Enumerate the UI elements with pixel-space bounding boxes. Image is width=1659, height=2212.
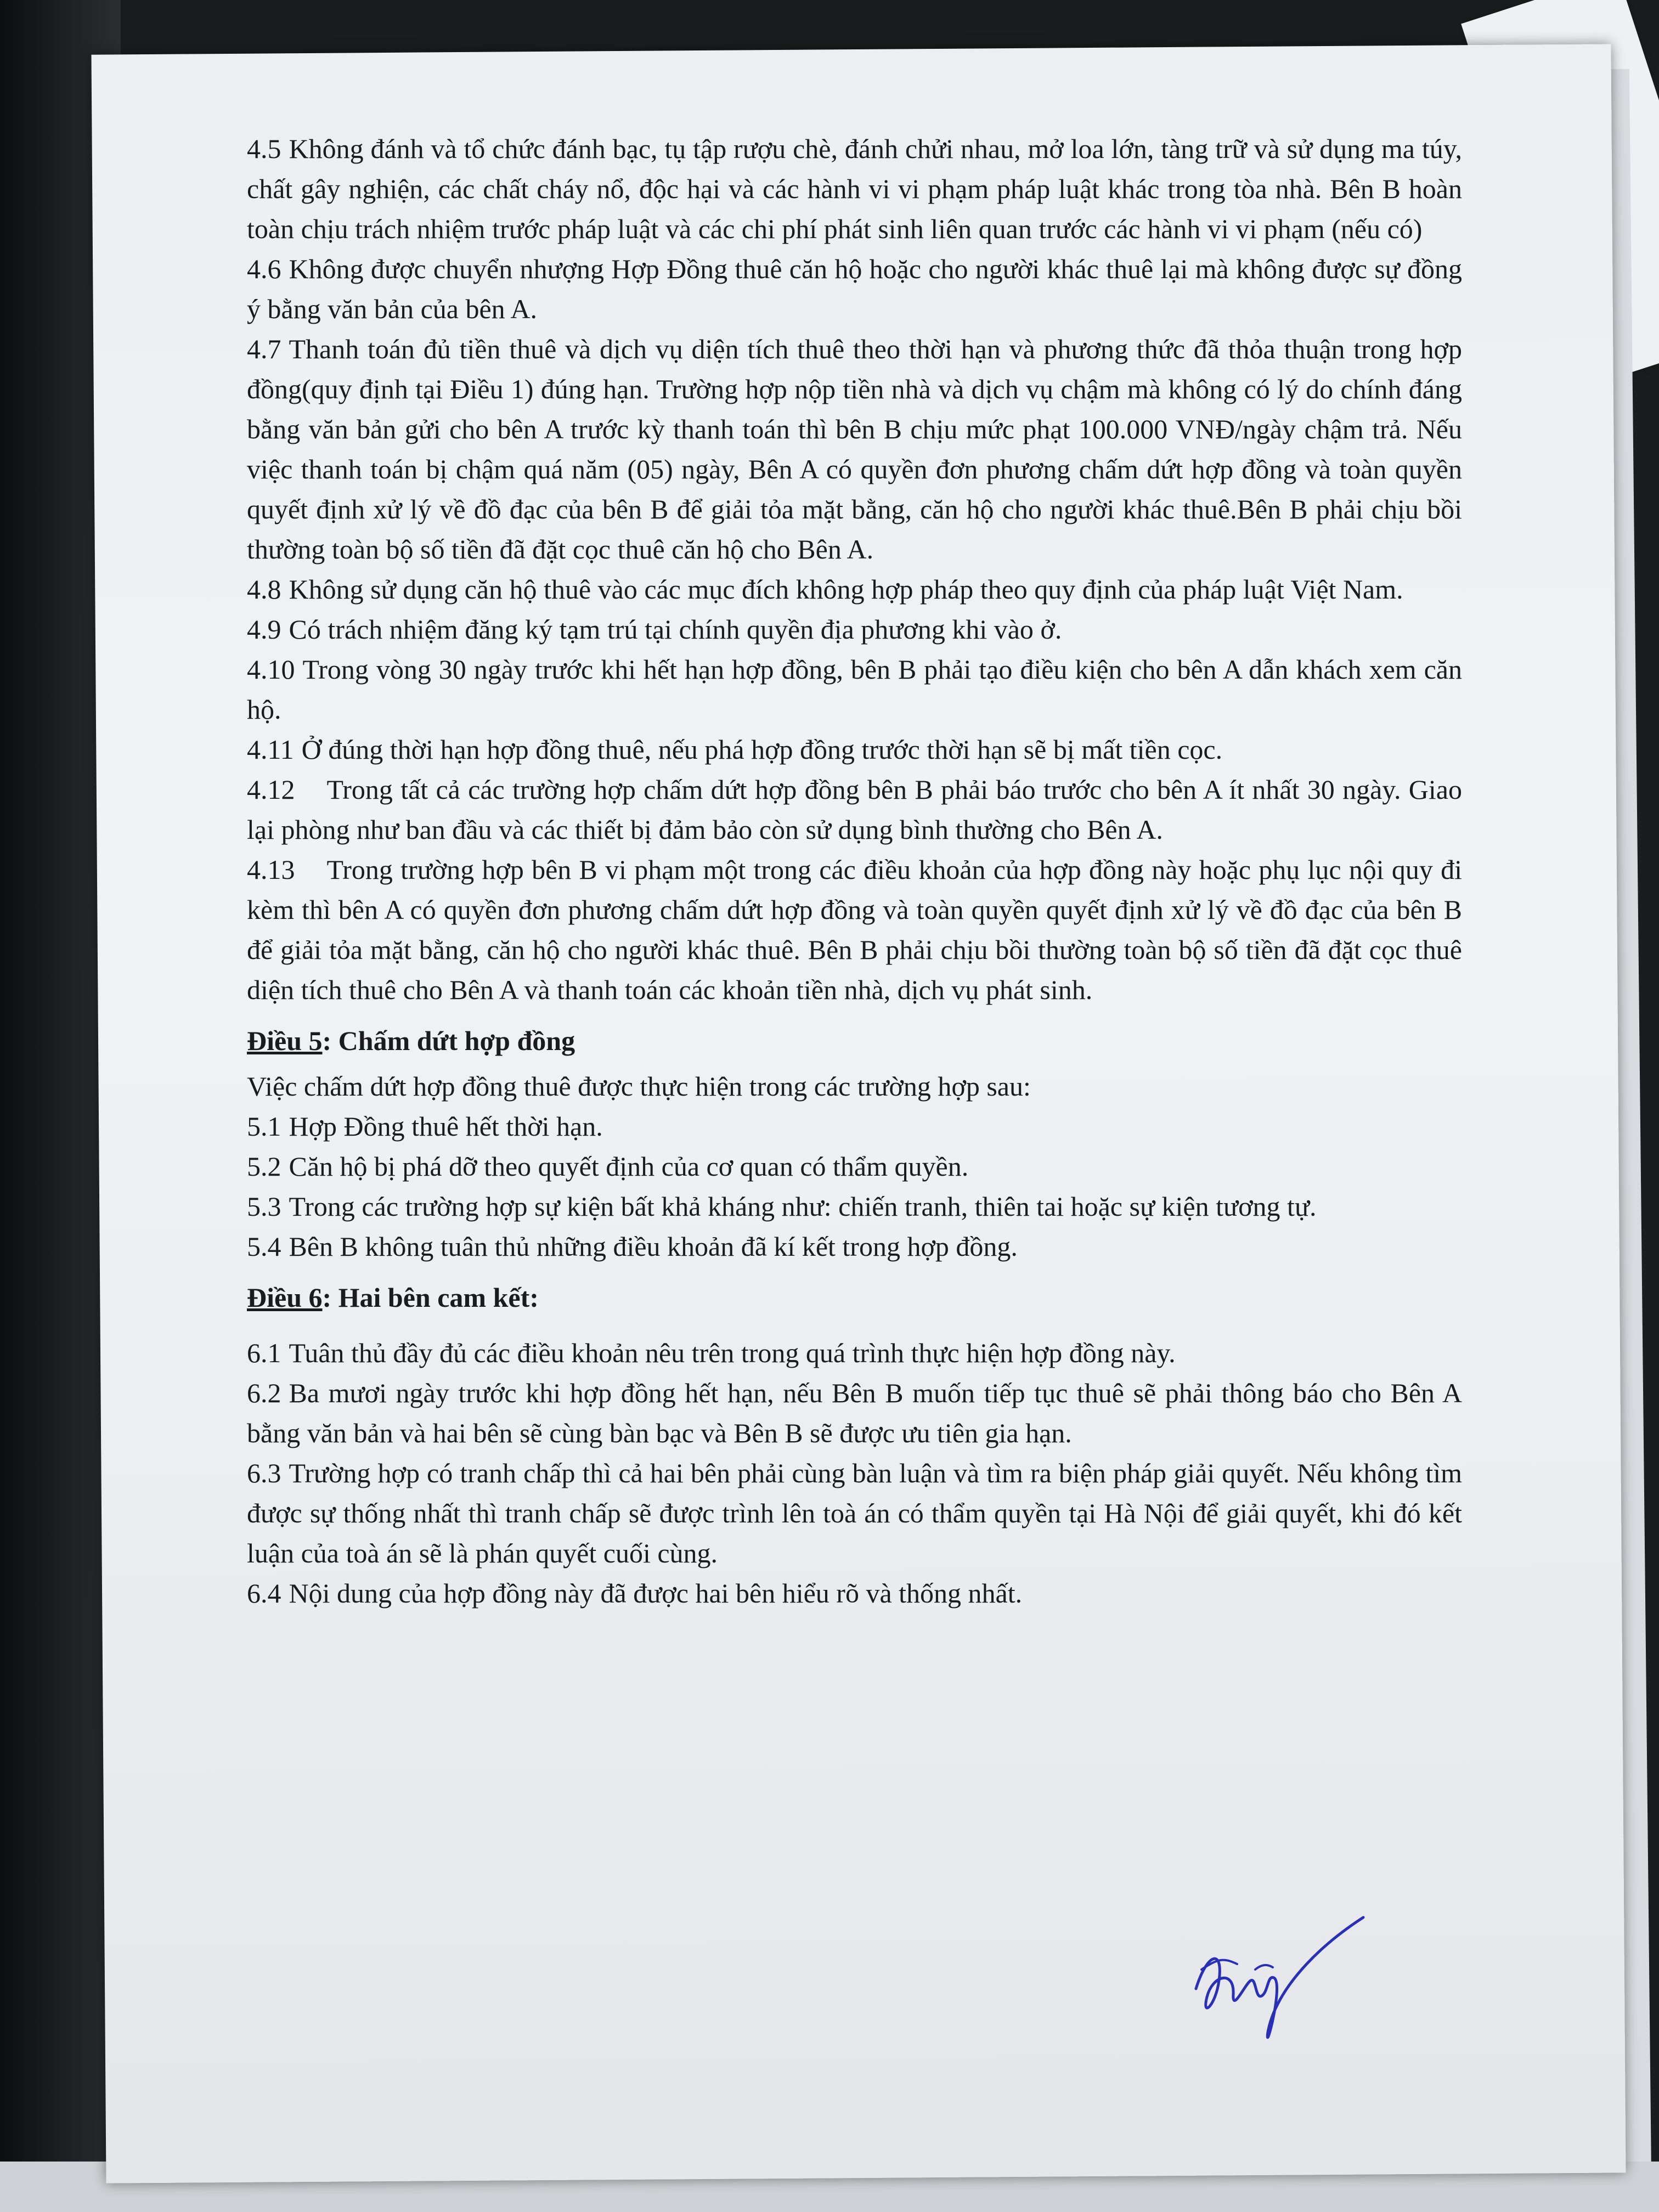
clause-text: Trong trường hợp bên B vi phạm một trong các điều khoản của hợp đồng này hoặc phụ lục nội quy đi kèm thì bên A có quyền đơn phương chấm dứt hợp đồng và toàn quyền quyết định xử lý về đồ đạc của bên B để giải tỏa mặt bằng, căn hộ cho người khác thuê. Bên B phải chịu bồi thường toàn bộ số tiền đã đặt cọc thuê diện tích thuê cho Bên A và thanh toán các khoản tiền nhà, dịch vụ phát sinh. bbox=[247, 854, 1462, 1005]
clause-5-2 bbox=[247, 1147, 1462, 1187]
clause-6-4 bbox=[247, 1573, 1462, 1613]
clause-number: 5.2 bbox=[247, 1151, 281, 1182]
clause-number: 6.1 bbox=[247, 1338, 281, 1368]
clause-6-2 bbox=[247, 1373, 1462, 1453]
article-6-heading bbox=[247, 1278, 1462, 1318]
clause-number: 4.12 bbox=[247, 774, 295, 805]
clause-4-13 bbox=[247, 850, 1462, 1010]
clause-text: Nội dung của hợp đồng này đã được hai bên hiểu rõ và thống nhất. bbox=[289, 1578, 1023, 1609]
clause-number: 5.1 bbox=[247, 1111, 281, 1142]
clause-number: 6.3 bbox=[247, 1458, 281, 1488]
clause-number: 4.13 bbox=[247, 854, 295, 885]
clause-4-9 bbox=[247, 610, 1462, 650]
clause-text: Trong vòng 30 ngày trước khi hết hạn hợp đồng, bên B phải tạo điều kiện cho bên A dẫn khách xem căn hộ. bbox=[247, 654, 1462, 725]
clause-text: Có trách nhiệm đăng ký tạm trú tại chính quyền địa phương khi vào ở. bbox=[289, 614, 1062, 645]
article-title: : Chấm dứt hợp đồng bbox=[322, 1025, 575, 1056]
article-5-heading bbox=[247, 1021, 1462, 1061]
clause-6-3 bbox=[247, 1453, 1462, 1573]
signature-icon bbox=[1185, 1887, 1366, 2041]
clause-text: Không đánh và tổ chức đánh bạc, tụ tập rượu chè, đánh chửi nhau, mở loa lớn, tàng trữ và sử dụng ma túy, chất gây nghiện, các chất cháy nổ, độc hại và các hành vi vi phạm pháp luật khác trong tòa nhà. Bên B hoàn toàn chịu trách nhiệm trước pháp luật và các chi phí phát sinh liên quan trước các hành vi vi phạm (nếu có) bbox=[247, 133, 1462, 244]
clause-4-12 bbox=[247, 770, 1462, 850]
clause-number: 5.4 bbox=[247, 1231, 281, 1262]
clause-number: 4.10 bbox=[247, 654, 295, 685]
clause-text: Bên B không tuân thủ những điều khoản đã kí kết trong hợp đồng. bbox=[289, 1231, 1018, 1262]
clause-number: 6.2 bbox=[247, 1378, 281, 1408]
contract-text bbox=[247, 129, 1462, 1613]
clause-text: Không sử dụng căn hộ thuê vào các mục đích không hợp pháp theo quy định của pháp luật Việt Nam. bbox=[289, 574, 1403, 605]
clause-text: Hợp Đồng thuê hết thời hạn. bbox=[289, 1111, 603, 1142]
clause-4-5 bbox=[247, 129, 1462, 249]
clause-text: Trong tất cả các trường hợp chấm dứt hợp đồng bên B phải báo trước cho bên A ít nhất 30 ngày. Giao lại phòng như ban đầu và các thiết bị đảm bảo còn sử dụng bình thường cho Bên A. bbox=[247, 774, 1462, 845]
clause-6-1 bbox=[247, 1333, 1462, 1373]
clause-number: 4.5 bbox=[247, 133, 281, 164]
clause-4-10 bbox=[247, 650, 1462, 730]
clause-text: Thanh toán đủ tiền thuê và dịch vụ diện tích thuê theo thời hạn và phương thức đã thỏa thuận trong hợp đồng(quy định tại Điều 1) đúng hạn. Trường hợp nộp tiền nhà và dịch vụ chậm mà không có lý do chính đáng bằng văn bản gửi cho bên A trước kỳ thanh toán thì bên B chịu mức phạt 100.000 VNĐ/ngày chậm trả. Nếu việc thanh toán bị chậm quá năm (05) ngày, Bên A có quyền đơn phương chấm dứt hợp đồng và toàn quyền quyết định xử lý về đồ đạc của bên B để giải tỏa mặt bằng, căn hộ cho người khác thuê.Bên B phải chịu bồi thường toàn bộ số tiền đã đặt cọc thuê căn hộ cho Bên A. bbox=[247, 334, 1462, 565]
article-label: Điều 6 bbox=[247, 1282, 323, 1313]
article-5-intro: Việc chấm dứt hợp đồng thuê được thực hiện trong các trường hợp sau: bbox=[247, 1071, 1031, 1102]
clause-text: Ở đúng thời hạn hợp đồng thuê, nếu phá hợp đồng trước thời hạn sẽ bị mất tiền cọc. bbox=[301, 734, 1223, 765]
clause-5-1 bbox=[247, 1107, 1462, 1147]
clause-text: Ba mươi ngày trước khi hợp đồng hết hạn, nếu Bên B muốn tiếp tục thuê sẽ phải thông báo cho Bên A bằng văn bản và hai bên sẽ cùng bàn bạc và Bên B sẽ được ưu tiên gia hạn. bbox=[247, 1378, 1462, 1448]
clause-text: Không được chuyển nhượng Hợp Đồng thuê căn hộ hoặc cho người khác thuê lại mà không được sự đồng ý bằng văn bản của bên A. bbox=[247, 253, 1462, 324]
clause-4-6 bbox=[247, 249, 1462, 329]
clause-number: 6.4 bbox=[247, 1578, 281, 1609]
clause-text: Tuân thủ đầy đủ các điều khoản nêu trên trong quá trình thực hiện hợp đồng này. bbox=[289, 1338, 1176, 1368]
spacer bbox=[247, 1323, 1462, 1333]
clause-4-11 bbox=[247, 730, 1462, 770]
clause-number: 4.9 bbox=[247, 614, 281, 645]
clause-number: 4.8 bbox=[247, 574, 281, 605]
article-title: : Hai bên cam kết: bbox=[322, 1282, 539, 1313]
clause-number: 4.11 bbox=[247, 734, 294, 765]
clause-number: 4.6 bbox=[247, 253, 281, 284]
clause-text: Trường hợp có tranh chấp thì cả hai bên phải cùng bàn luận và tìm ra biện pháp giải quyết. Nếu không tìm được sự thống nhất thì tranh chấp sẽ được trình lên toà án có thẩm quyền tại Hà Nội để giải quyết, khi đó kết luận của toà án sẽ là phán quyết cuối cùng. bbox=[247, 1458, 1462, 1568]
clause-text: Trong các trường hợp sự kiện bất khả kháng như: chiến tranh, thiên tai hoặc sự kiện tương tự. bbox=[289, 1191, 1317, 1222]
clause-4-8 bbox=[247, 569, 1462, 610]
clause-number: 5.3 bbox=[247, 1191, 281, 1222]
clause-5-4 bbox=[247, 1227, 1462, 1267]
clause-4-7 bbox=[247, 329, 1462, 569]
clause-number: 4.7 bbox=[247, 334, 281, 364]
article-label: Điều 5 bbox=[247, 1025, 323, 1056]
clause-text: Căn hộ bị phá dỡ theo quyết định của cơ quan có thẩm quyền. bbox=[289, 1151, 969, 1182]
clause-5-3 bbox=[247, 1187, 1462, 1227]
